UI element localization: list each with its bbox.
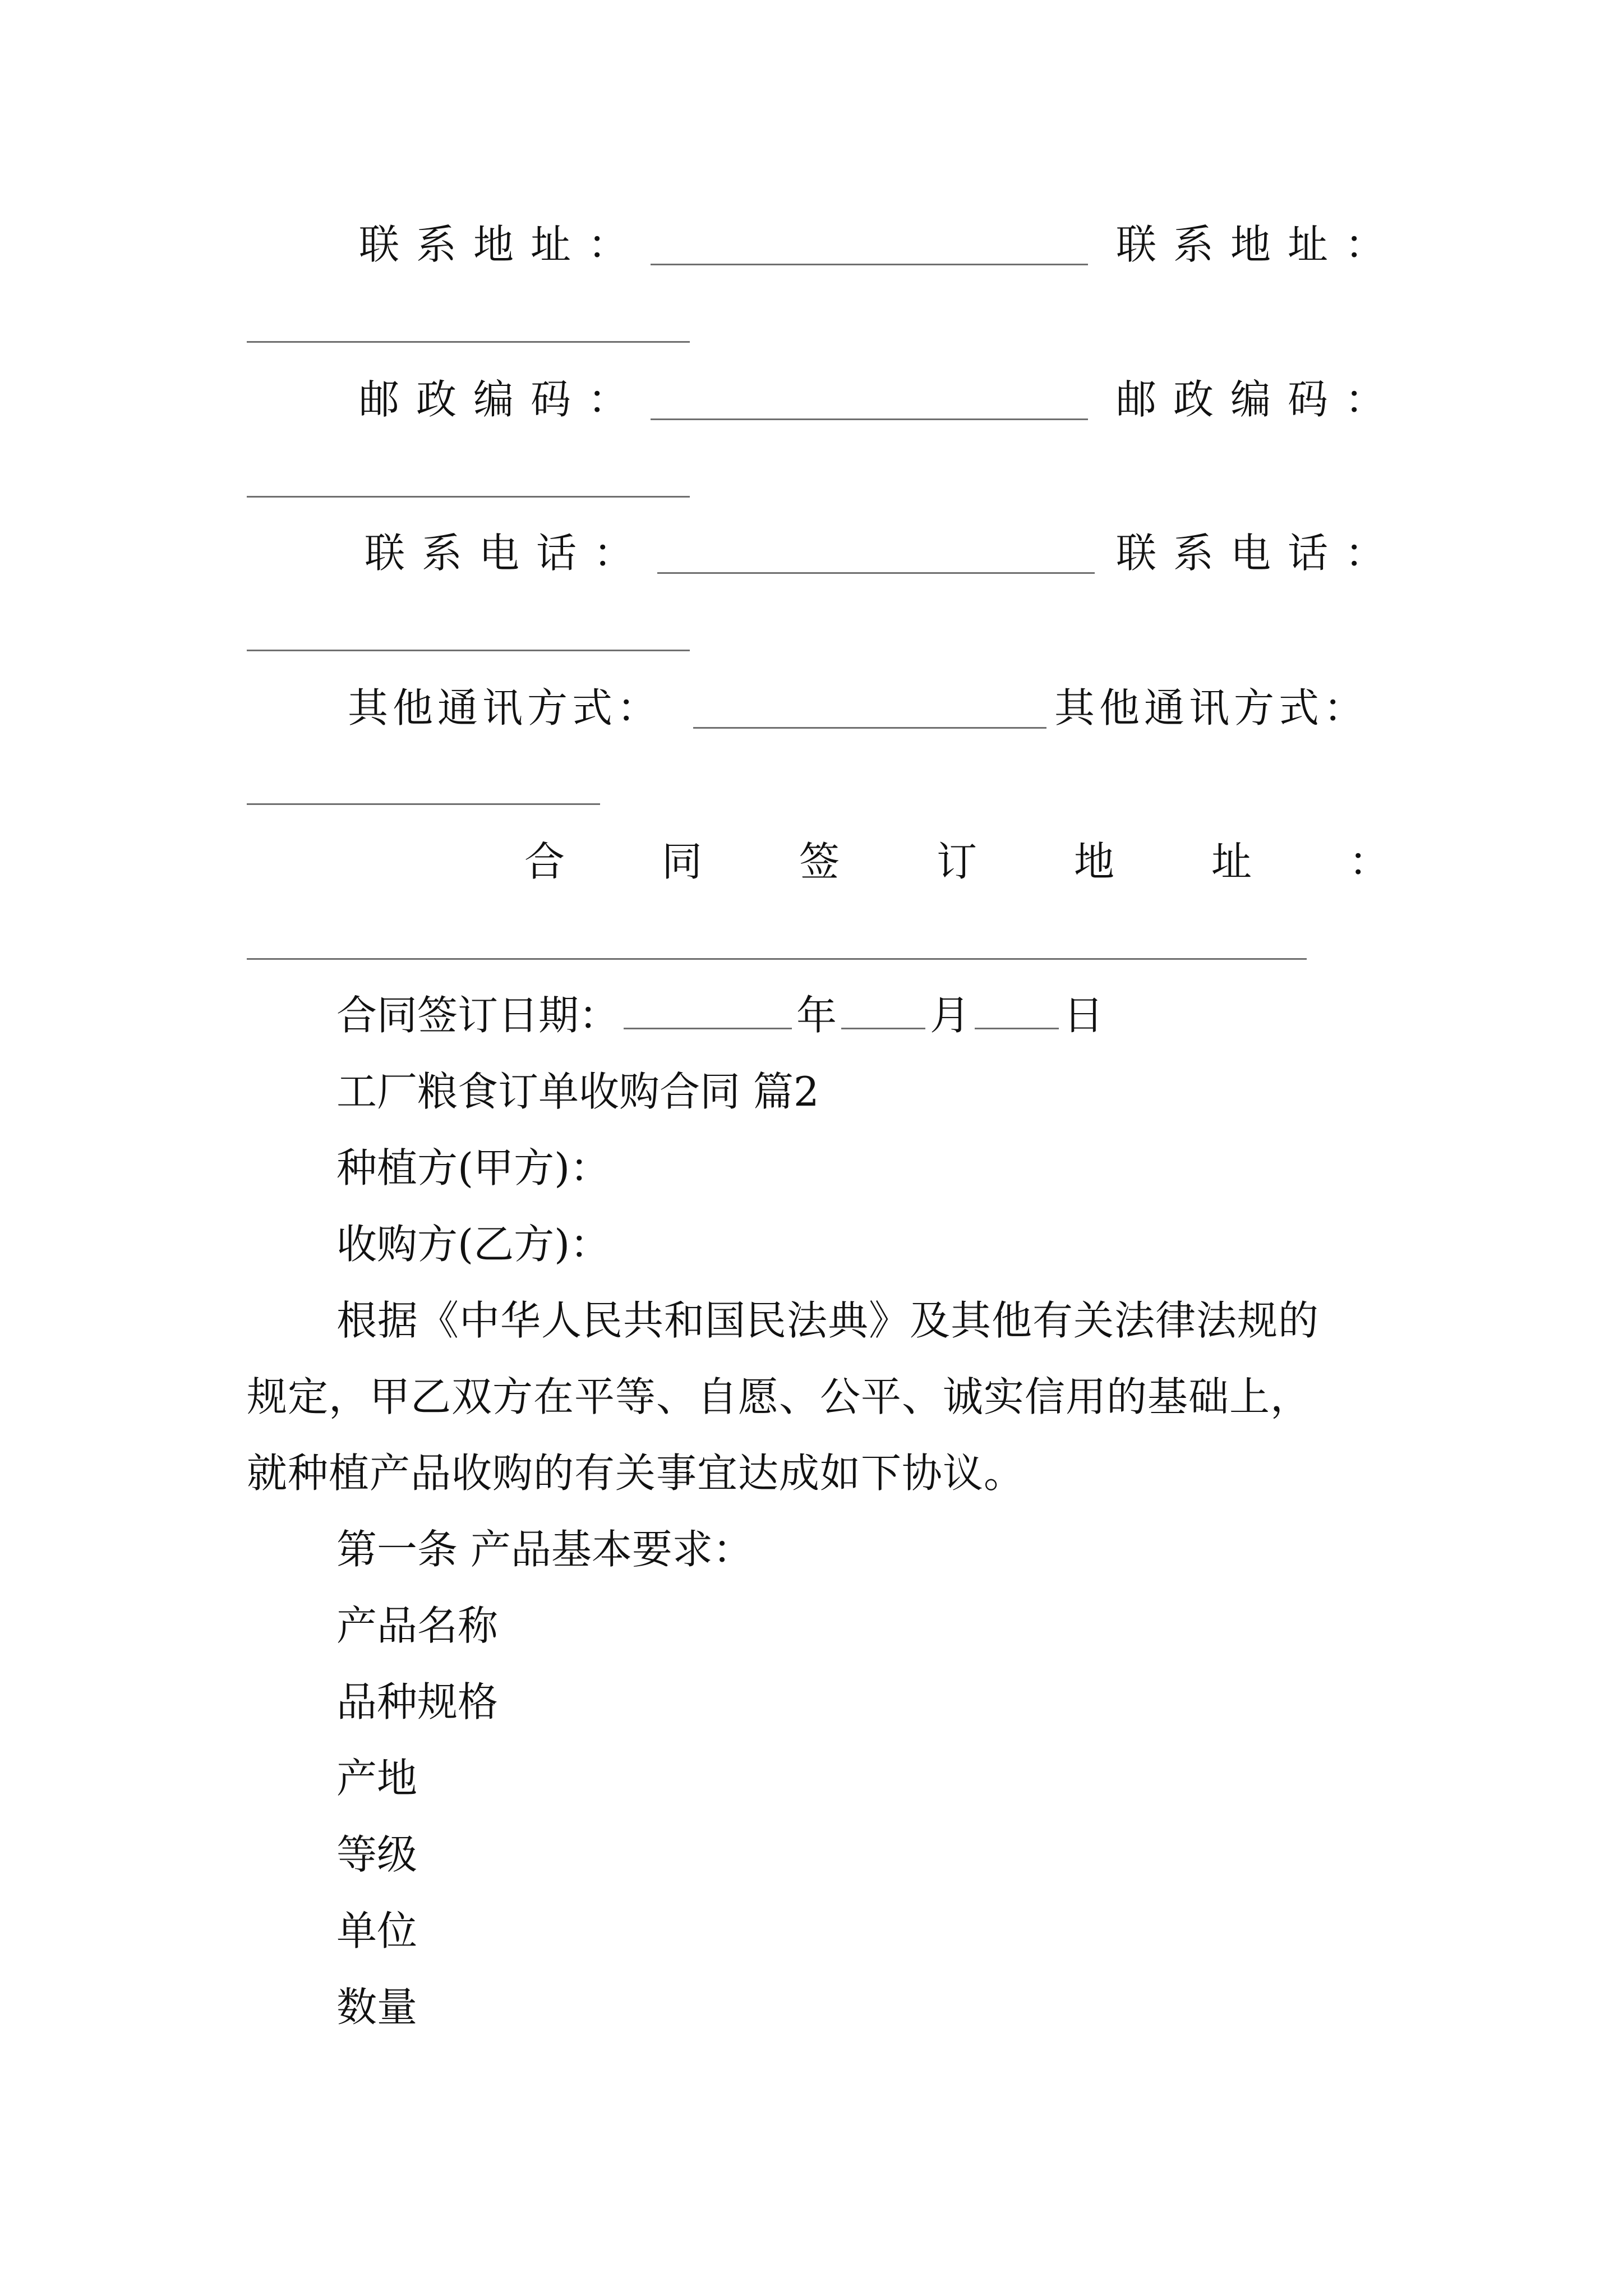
party-b-postcode-label: 邮政编码： bbox=[1116, 376, 1403, 423]
party-b-address-label: 联系地址： bbox=[1116, 221, 1403, 268]
party-a-phone-blank[interactable] bbox=[657, 572, 1095, 574]
signing-place-char-5: 地 bbox=[1074, 838, 1115, 885]
product-item-spec: 品种规格 bbox=[336, 1678, 499, 1726]
contract-month-blank[interactable] bbox=[841, 995, 925, 1029]
party-a-phone-label: 联系电话： bbox=[365, 530, 651, 577]
second-contract-title: 工厂粮食订单收购合同 篇2 bbox=[336, 1068, 819, 1115]
party-b-other-contact-blank[interactable] bbox=[247, 803, 600, 805]
party-b-other-contact-label: 其他通讯方式： bbox=[1054, 684, 1369, 731]
party-b-phone-label: 联系电话： bbox=[1116, 530, 1403, 577]
party-b-line: 收购方(乙方)： bbox=[336, 1221, 611, 1268]
signing-place-char-2: 同 bbox=[662, 838, 703, 885]
product-item-quantity: 数量 bbox=[336, 1984, 418, 2031]
party-a-other-contact-label: 其他通讯方式： bbox=[348, 684, 662, 731]
product-item-origin: 产地 bbox=[336, 1755, 418, 1802]
party-b-phone-blank[interactable] bbox=[247, 650, 690, 651]
party-a-line: 种植方(甲方)： bbox=[336, 1144, 611, 1191]
contract-year-blank[interactable] bbox=[624, 995, 792, 1029]
signing-place-blank[interactable] bbox=[247, 958, 1307, 960]
intro-line-1: 根据《中华人民共和国民法典》及其他有关法律法规的 bbox=[336, 1297, 1320, 1344]
party-a-postcode-label: 邮政编码： bbox=[359, 376, 645, 423]
article-1-title: 第一条 产品基本要求： bbox=[336, 1526, 753, 1573]
signing-place-char-3: 签 bbox=[799, 838, 840, 885]
signing-place-char-7: ： bbox=[1349, 838, 1390, 885]
party-a-postcode-blank[interactable] bbox=[651, 418, 1088, 420]
product-item-unit: 单位 bbox=[336, 1907, 418, 1954]
product-item-name: 产品名称 bbox=[336, 1602, 499, 1649]
product-item-grade: 等级 bbox=[336, 1831, 418, 1878]
party-b-postcode-blank[interactable] bbox=[247, 496, 690, 498]
intro-line-3: 就种植产品收购的有关事宜达成如下协议。 bbox=[247, 1450, 1025, 1497]
contract-date-line bbox=[336, 992, 1104, 1039]
party-a-other-contact-blank[interactable] bbox=[693, 727, 1046, 729]
contract-day-label: 日 bbox=[1063, 992, 1104, 1039]
party-a-address-blank[interactable] bbox=[651, 264, 1088, 265]
party-a-address-label: 联系地址： bbox=[359, 221, 645, 268]
contract-date-label: 合同签订日期： bbox=[336, 992, 620, 1039]
contract-year-label: 年 bbox=[796, 992, 837, 1039]
signing-place-char-6: 址 bbox=[1211, 838, 1252, 885]
contract-month-label: 月 bbox=[930, 992, 971, 1039]
contract-day-blank[interactable] bbox=[975, 995, 1059, 1029]
signing-place-char-1: 合 bbox=[524, 838, 565, 885]
signing-place-char-4: 订 bbox=[937, 838, 978, 885]
party-b-address-blank[interactable] bbox=[247, 341, 690, 343]
intro-line-2: 规定，甲乙双方在平等、自愿、公平、诚实信用的基础上， bbox=[247, 1373, 1312, 1420]
